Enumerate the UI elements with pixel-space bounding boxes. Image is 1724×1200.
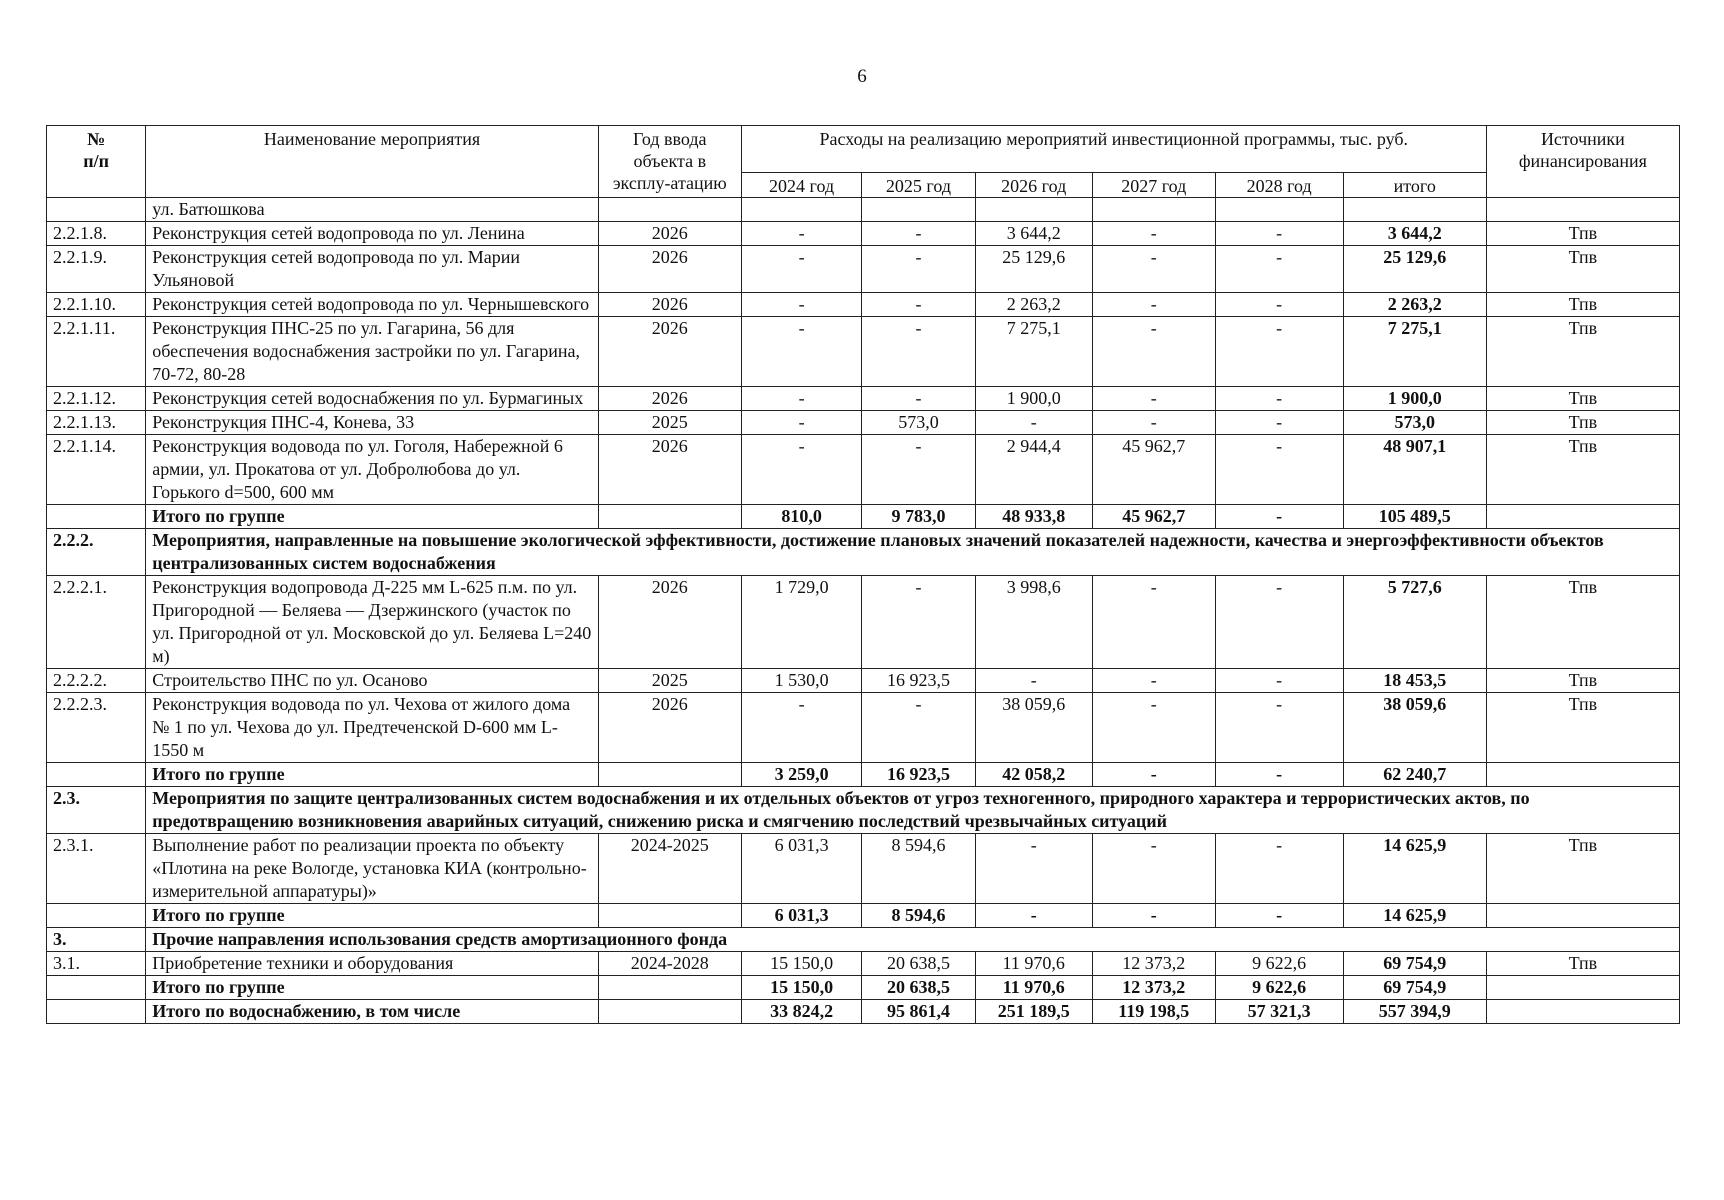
val-2026: -: [975, 904, 1092, 928]
section-title: Прочие направления использования средств амортизационного фонда: [146, 928, 1680, 952]
val-total: 69 754,9: [1343, 952, 1486, 976]
val-2024: 15 150,0: [741, 976, 862, 1000]
val-2026: 251 189,5: [975, 1000, 1092, 1024]
val-2025: 8 594,6: [862, 904, 975, 928]
row-number: [47, 904, 146, 928]
val-2027: -: [1092, 763, 1215, 787]
val-2028: -: [1215, 763, 1343, 787]
val-total: 2 263,2: [1343, 293, 1486, 317]
val-2026: 1 900,0: [975, 387, 1092, 411]
row-source: Тпв: [1486, 222, 1679, 246]
val-2026: 11 970,6: [975, 952, 1092, 976]
row-name: Итого по водоснабжению, в том числе: [146, 1000, 599, 1024]
val-total: 573,0: [1343, 411, 1486, 435]
row-number: [47, 976, 146, 1000]
val-2027: 45 962,7: [1092, 505, 1215, 529]
val-2025: 20 638,5: [862, 976, 975, 1000]
val-total: 18 453,5: [1343, 669, 1486, 693]
val-total: 38 059,6: [1343, 693, 1486, 763]
val-2026: 25 129,6: [975, 246, 1092, 293]
val-2026: 42 058,2: [975, 763, 1092, 787]
row-number: 2.2.2.1.: [47, 576, 146, 669]
row-source: Тпв: [1486, 669, 1679, 693]
table-row: [47, 411, 1680, 435]
row-number: 2.2.1.9.: [47, 246, 146, 293]
val-2027: -: [1092, 904, 1215, 928]
val-2025: -: [862, 387, 975, 411]
row-year: 2026: [598, 693, 741, 763]
row-number: 2.2.1.13.: [47, 411, 146, 435]
row-year: 2024-2025: [598, 834, 741, 904]
row-number: 2.3.: [47, 787, 146, 834]
val-2027: -: [1092, 834, 1215, 904]
row-number: 2.2.1.11.: [47, 317, 146, 387]
page-number: 6: [857, 66, 867, 87]
row-number: 2.2.1.8.: [47, 222, 146, 246]
val-2024: -: [741, 387, 862, 411]
val-2028: 57 321,3: [1215, 1000, 1343, 1024]
val-2026: [975, 198, 1092, 222]
val-2028: -: [1215, 505, 1343, 529]
val-2024: 6 031,3: [741, 834, 862, 904]
val-2027: 12 373,2: [1092, 952, 1215, 976]
row-source: [1486, 763, 1679, 787]
row-year: 2026: [598, 222, 741, 246]
section-row: [47, 928, 1680, 952]
val-2025: 16 923,5: [862, 763, 975, 787]
row-year: 2026: [598, 435, 741, 505]
row-source: Тпв: [1486, 317, 1679, 387]
row-source: Тпв: [1486, 411, 1679, 435]
val-2024: 33 824,2: [741, 1000, 862, 1024]
val-2024: -: [741, 693, 862, 763]
val-2025: 16 923,5: [862, 669, 975, 693]
row-source: [1486, 1000, 1679, 1024]
val-2024: -: [741, 246, 862, 293]
val-total: [1343, 198, 1486, 222]
row-number: 2.3.1.: [47, 834, 146, 904]
val-2026: 2 263,2: [975, 293, 1092, 317]
row-name: Реконструкция ПНС-25 по ул. Гагарина, 56 для обеспечения водоснабжения застройки по ул. Гагарина, 70-72, 80-28: [146, 317, 599, 387]
row-name: Реконструкция сетей водоснабжения по ул. Бурмагиных: [146, 387, 599, 411]
row-year: [598, 198, 741, 222]
header-expenses: Расходы на реализацию мероприятий инвестиционной программы, тыс. руб.: [741, 126, 1486, 173]
val-2027: -: [1092, 576, 1215, 669]
header-total: итого: [1343, 173, 1486, 198]
row-name: ул. Батюшкова: [146, 198, 599, 222]
row-number: 2.2.1.10.: [47, 293, 146, 317]
row-number: [47, 198, 146, 222]
row-source: [1486, 505, 1679, 529]
val-2027: -: [1092, 293, 1215, 317]
val-2027: -: [1092, 317, 1215, 387]
val-2026: 2 944,4: [975, 435, 1092, 505]
table-row: [47, 246, 1680, 293]
val-2028: -: [1215, 246, 1343, 293]
val-total: 25 129,6: [1343, 246, 1486, 293]
row-year: 2024-2028: [598, 952, 741, 976]
row-year: 2025: [598, 411, 741, 435]
val-2027: 119 198,5: [1092, 1000, 1215, 1024]
row-name: Реконструкция ПНС-4, Конева, 33: [146, 411, 599, 435]
val-2027: -: [1092, 222, 1215, 246]
val-total: 62 240,7: [1343, 763, 1486, 787]
val-2025: -: [862, 435, 975, 505]
row-source: Тпв: [1486, 693, 1679, 763]
val-total: 1 900,0: [1343, 387, 1486, 411]
val-2028: 9 622,6: [1215, 952, 1343, 976]
total-row: [47, 763, 1680, 787]
row-name: Реконструкция сетей водопровода по ул. Чернышевского: [146, 293, 599, 317]
val-2028: -: [1215, 293, 1343, 317]
row-source: [1486, 904, 1679, 928]
val-2028: 9 622,6: [1215, 976, 1343, 1000]
row-year: 2026: [598, 293, 741, 317]
val-2028: -: [1215, 411, 1343, 435]
section-row: [47, 529, 1680, 576]
val-2026: 38 059,6: [975, 693, 1092, 763]
header-year-2026: 2026 год: [975, 173, 1092, 198]
val-2028: -: [1215, 387, 1343, 411]
val-2027: -: [1092, 246, 1215, 293]
total-row: [47, 505, 1680, 529]
val-2028: -: [1215, 317, 1343, 387]
val-2026: -: [975, 834, 1092, 904]
val-2028: -: [1215, 834, 1343, 904]
row-year: [598, 763, 741, 787]
val-2025: 573,0: [862, 411, 975, 435]
val-2025: -: [862, 246, 975, 293]
val-2024: 6 031,3: [741, 904, 862, 928]
row-name: Строительство ПНС по ул. Осаново: [146, 669, 599, 693]
row-source: Тпв: [1486, 387, 1679, 411]
val-2024: 1 530,0: [741, 669, 862, 693]
row-year: [598, 976, 741, 1000]
val-2027: -: [1092, 693, 1215, 763]
row-name: Итого по группе: [146, 505, 599, 529]
val-2026: -: [975, 411, 1092, 435]
val-2025: -: [862, 222, 975, 246]
val-total: 14 625,9: [1343, 904, 1486, 928]
table-row: [47, 222, 1680, 246]
val-total: 7 275,1: [1343, 317, 1486, 387]
total-row: [47, 976, 1680, 1000]
val-2028: [1215, 198, 1343, 222]
header-sources: Источники финансирования: [1486, 126, 1679, 198]
row-name: Приобретение техники и оборудования: [146, 952, 599, 976]
val-2024: -: [741, 435, 862, 505]
total-row: [47, 1000, 1680, 1024]
val-2028: -: [1215, 669, 1343, 693]
val-total: 48 907,1: [1343, 435, 1486, 505]
table-row: [47, 198, 1680, 222]
row-name: Итого по группе: [146, 904, 599, 928]
row-number: [47, 505, 146, 529]
row-year: 2025: [598, 669, 741, 693]
val-2028: -: [1215, 904, 1343, 928]
val-total: 557 394,9: [1343, 1000, 1486, 1024]
val-2025: -: [862, 317, 975, 387]
section-title: Мероприятия по защите централизованных систем водоснабжения и их отдельных объектов от угроз техногенного, природного характера и террористических актов, по предотвращению возникновения аварийных ситуаций, снижению риска и смягчению последствий чрезвычайных ситуаций: [146, 787, 1680, 834]
val-2025: 20 638,5: [862, 952, 975, 976]
row-year: 2026: [598, 317, 741, 387]
val-total: 3 644,2: [1343, 222, 1486, 246]
val-2027: [1092, 198, 1215, 222]
val-2024: -: [741, 411, 862, 435]
header-year-2024: 2024 год: [741, 173, 862, 198]
val-2024: -: [741, 317, 862, 387]
row-number: 3.: [47, 928, 146, 952]
row-source: Тпв: [1486, 834, 1679, 904]
row-number: 2.2.1.14.: [47, 435, 146, 505]
val-total: 105 489,5: [1343, 505, 1486, 529]
row-number: [47, 1000, 146, 1024]
val-2027: 45 962,7: [1092, 435, 1215, 505]
val-2025: -: [862, 576, 975, 669]
val-2025: 95 861,4: [862, 1000, 975, 1024]
val-2026: 3 998,6: [975, 576, 1092, 669]
val-2026: 3 644,2: [975, 222, 1092, 246]
row-source: Тпв: [1486, 293, 1679, 317]
row-source: Тпв: [1486, 952, 1679, 976]
row-number: [47, 763, 146, 787]
header-num: № п/п: [47, 126, 146, 198]
val-total: 14 625,9: [1343, 834, 1486, 904]
row-year: 2026: [598, 387, 741, 411]
val-2025: 9 783,0: [862, 505, 975, 529]
val-total: 5 727,6: [1343, 576, 1486, 669]
table-row: [47, 834, 1680, 904]
val-2027: -: [1092, 669, 1215, 693]
header-year-2027: 2027 год: [1092, 173, 1215, 198]
row-name: Итого по группе: [146, 763, 599, 787]
row-name: Реконструкция водовода по ул. Чехова от жилого дома № 1 по ул. Чехова до ул. Предтеченской D-600 мм L-1550 м: [146, 693, 599, 763]
total-row: [47, 904, 1680, 928]
section-title: Мероприятия, направленные на повышение экологической эффективности, достижение плановых значений показателей надежности, качества и энергоэффективности объектов централизованных систем водоснабжения: [146, 529, 1680, 576]
row-number: 2.2.2.3.: [47, 693, 146, 763]
table-row: [47, 952, 1680, 976]
val-2027: -: [1092, 387, 1215, 411]
table-row: [47, 387, 1680, 411]
header-year-2025: 2025 год: [862, 173, 975, 198]
val-2024: 3 259,0: [741, 763, 862, 787]
val-2026: 48 933,8: [975, 505, 1092, 529]
val-2028: -: [1215, 435, 1343, 505]
row-year: [598, 1000, 741, 1024]
val-2024: 1 729,0: [741, 576, 862, 669]
row-name: Итого по группе: [146, 976, 599, 1000]
val-2024: -: [741, 293, 862, 317]
row-source: [1486, 198, 1679, 222]
table-row: [47, 293, 1680, 317]
table-row: [47, 693, 1680, 763]
row-source: Тпв: [1486, 246, 1679, 293]
row-source: Тпв: [1486, 435, 1679, 505]
row-source: Тпв: [1486, 576, 1679, 669]
row-source: [1486, 976, 1679, 1000]
val-2024: -: [741, 222, 862, 246]
val-2027: -: [1092, 411, 1215, 435]
section-row: [47, 787, 1680, 834]
val-2028: -: [1215, 693, 1343, 763]
table-row: [47, 576, 1680, 669]
val-2024: [741, 198, 862, 222]
header-year-in: Год ввода объекта в эксплу-атацию: [598, 126, 741, 198]
val-2025: -: [862, 293, 975, 317]
row-number: 2.2.2.: [47, 529, 146, 576]
val-2025: 8 594,6: [862, 834, 975, 904]
row-year: [598, 505, 741, 529]
row-number: 2.2.2.2.: [47, 669, 146, 693]
val-2026: 11 970,6: [975, 976, 1092, 1000]
row-number: 3.1.: [47, 952, 146, 976]
val-total: 69 754,9: [1343, 976, 1486, 1000]
val-2024: 15 150,0: [741, 952, 862, 976]
table-body: [47, 198, 1680, 1024]
header-year-2028: 2028 год: [1215, 173, 1343, 198]
table-row: [47, 669, 1680, 693]
row-year: 2026: [598, 576, 741, 669]
row-name: Реконструкция сетей водопровода по ул. Марии Ульяновой: [146, 246, 599, 293]
investment-program-table: [46, 125, 1680, 1024]
val-2027: 12 373,2: [1092, 976, 1215, 1000]
row-number: 2.2.1.12.: [47, 387, 146, 411]
row-name: Реконструкция водопровода Д-225 мм L-625 п.м. по ул. Пригородной — Беляева — Дзержинского (участок по ул. Пригородной от ул. Московской до ул. Беляева L=240 м): [146, 576, 599, 669]
row-name: Реконструкция водовода по ул. Гоголя, Набережной 6 армии, ул. Прокатова от ул. Добролюбова до ул. Горького d=500, 600 мм: [146, 435, 599, 505]
val-2028: -: [1215, 222, 1343, 246]
val-2028: -: [1215, 576, 1343, 669]
table-row: [47, 435, 1680, 505]
row-year: 2026: [598, 246, 741, 293]
val-2026: 7 275,1: [975, 317, 1092, 387]
val-2024: 810,0: [741, 505, 862, 529]
row-year: [598, 904, 741, 928]
val-2026: -: [975, 669, 1092, 693]
row-name: Реконструкция сетей водопровода по ул. Ленина: [146, 222, 599, 246]
header-name: Наименование мероприятия: [146, 126, 599, 198]
val-2025: -: [862, 693, 975, 763]
val-2025: [862, 198, 975, 222]
row-name: Выполнение работ по реализации проекта по объекту «Плотина на реке Вологде, установка КИА (контрольно-измерительной аппаратуры)»: [146, 834, 599, 904]
table-row: [47, 317, 1680, 387]
